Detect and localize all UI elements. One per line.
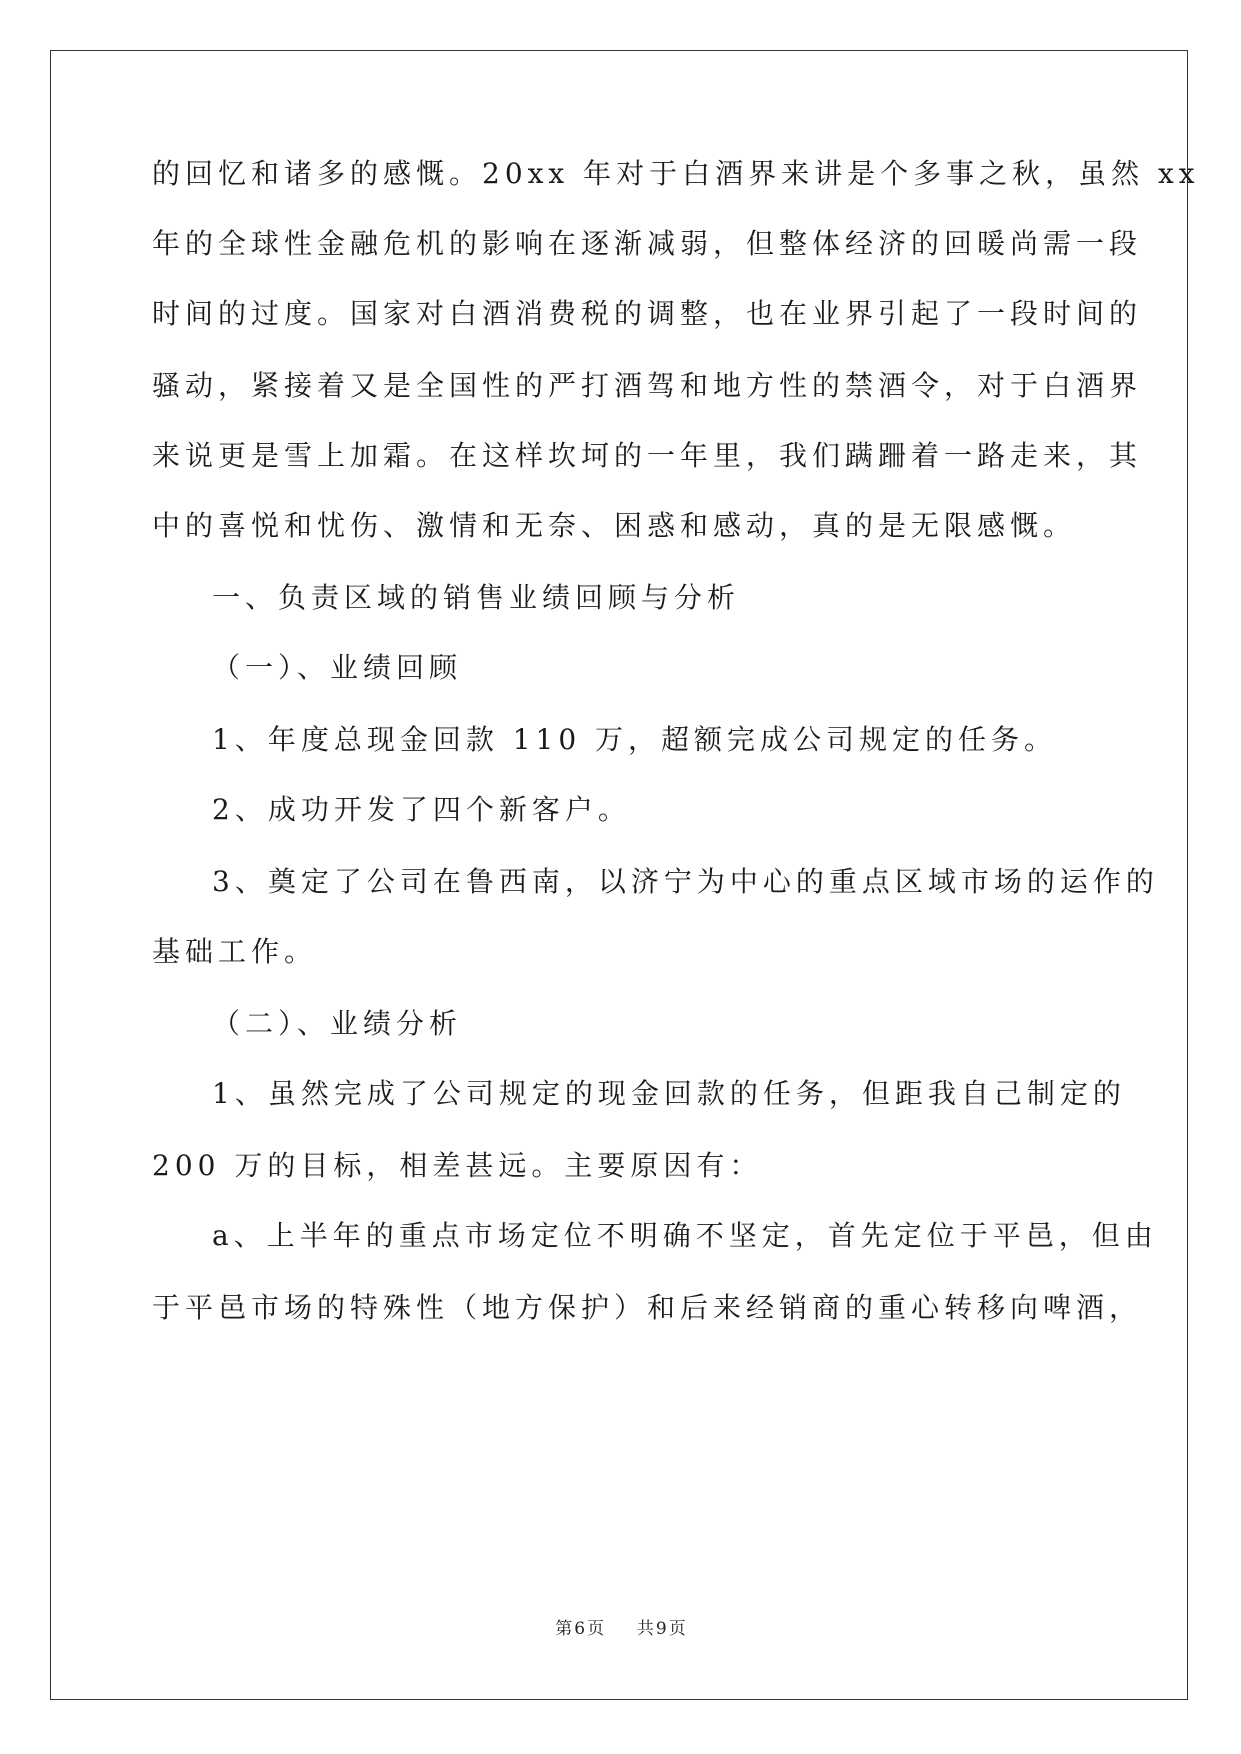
page-suffix: 页 bbox=[587, 1619, 605, 1639]
page-prefix: 第 bbox=[555, 1619, 573, 1639]
paragraph-line: 的回忆和诸多的感慨。20xx 年对于白酒界来讲是个多事之秋，虽然 xx bbox=[152, 157, 1200, 190]
paragraph-line: 基础工作。 bbox=[152, 935, 318, 968]
list-item: 1、年度总现金回款 110 万，超额完成公司规定的任务。 bbox=[212, 723, 1058, 756]
list-item: a、上半年的重点市场定位不明确不坚定，首先定位于平邑，但由 bbox=[212, 1219, 1158, 1252]
paragraph-line: 于平邑市场的特殊性（地方保护）和后来经销商的重心转移向啤酒， bbox=[152, 1291, 1143, 1324]
page-footer bbox=[0, 1614, 1241, 1639]
subsection-heading: （二）、业绩分析 bbox=[212, 1007, 463, 1040]
section-heading: 一、负责区域的销售业绩回顾与分析 bbox=[212, 581, 741, 614]
paragraph-line: 时间的过度。国家对白酒消费税的调整，也在业界引起了一段时间的 bbox=[152, 297, 1143, 330]
total-pages: 9 bbox=[655, 1619, 667, 1639]
total-suffix: 页 bbox=[668, 1619, 686, 1639]
paragraph-line: 来说更是雪上加霜。在这样坎坷的一年里，我们蹒跚着一路走来，其 bbox=[152, 439, 1143, 472]
total-prefix: 共 bbox=[636, 1619, 654, 1639]
paragraph-line: 骚动，紧接着又是全国性的严打酒驾和地方性的禁酒令，对于白酒界 bbox=[152, 369, 1143, 402]
list-item: 2、成功开发了四个新客户。 bbox=[212, 793, 631, 826]
list-item: 1、虽然完成了公司规定的现金回款的任务，但距我自己制定的 bbox=[212, 1077, 1126, 1110]
paragraph-line: 中的喜悦和忧伤、激情和无奈、困惑和感动，真的是无限感慨。 bbox=[152, 509, 1077, 542]
paragraph-line: 200 万的目标，相差甚远。主要原因有： bbox=[152, 1149, 763, 1182]
page-number: 6 bbox=[574, 1619, 586, 1639]
subsection-heading: （一）、业绩回顾 bbox=[212, 651, 463, 684]
list-item: 3、奠定了公司在鲁西南，以济宁为中心的重点区域市场的运作的 bbox=[212, 865, 1159, 898]
paragraph-line: 年的全球性金融危机的影响在逐渐减弱，但整体经济的回暖尚需一段 bbox=[152, 227, 1143, 260]
